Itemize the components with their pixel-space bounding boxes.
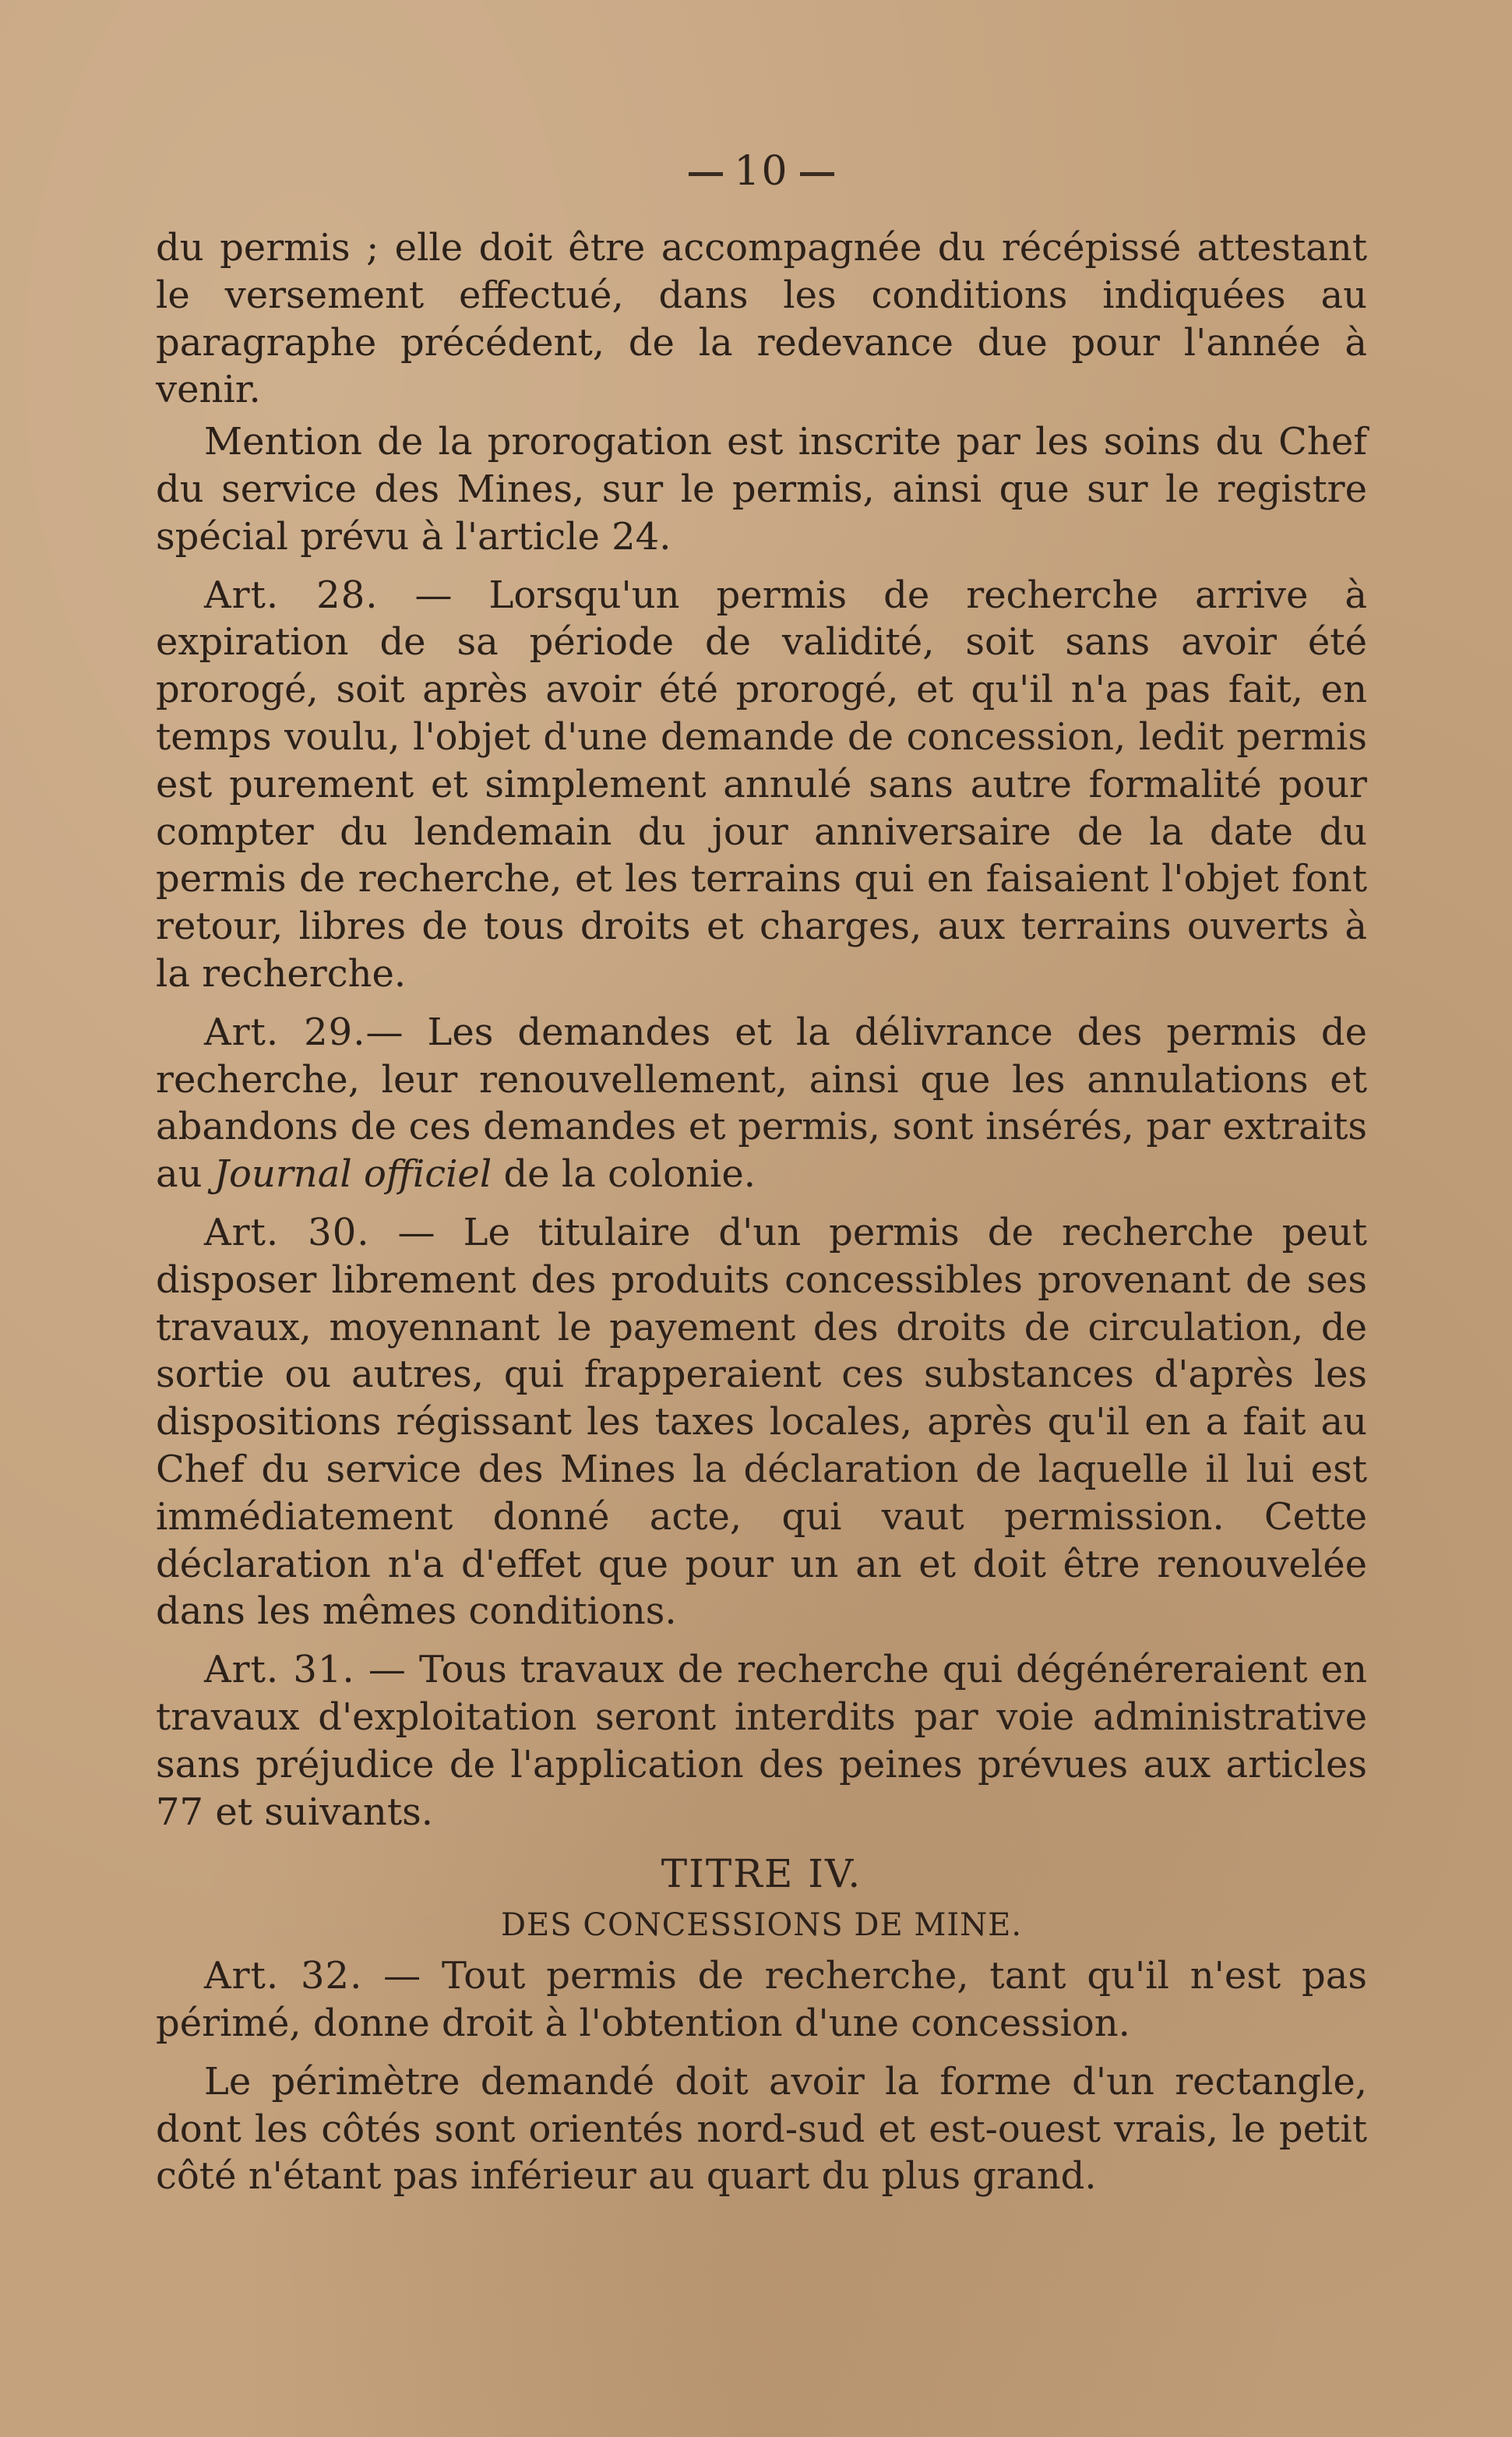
article-28 — [156, 572, 1367, 998]
article-29 — [156, 1009, 1367, 1198]
paragraph-mention-prorogation: Mention de la prorogation est inscrite par les soins du Chef du service des Mines, sur le permis, ainsi que sur le registre spécial prévu à l'article 24. — [156, 420, 1367, 559]
article-31 — [156, 1646, 1367, 1836]
article-29-label: Art. 29. — [204, 1010, 366, 1054]
article-28-text: — Lorsqu'un permis de recherche arrive à expiration de sa période de validité, soit sans avoir été prorogé, soit après avoir été prorogé, et qu'il n'a pas fait, en temps voulu, l'objet d'une demande de concession, ledit permis est purement et simplement annulé sans autre formalité pour compter du lendemain du jour anniversaire de la date du permis de recherche, et les terrains qui en faisaient l'objet font retour, libres de tous droits et charges, aux terrains ouverts à la recherche. — [156, 573, 1368, 996]
section-title-block — [156, 1850, 1367, 1948]
article-30-text: — Le titulaire d'un permis de recherche peut disposer librement des produits concessibles provenant de ses travaux, moyennant le payement des droits de circulation, de sortie ou autres, qui frapperaient ces substances d'après les dispositions régissant les taxes locales, après qu'il en a fait au Chef du service des Mines la déclaration de laquelle il lui est immédiatement donné acte, qui vaut permission. Cette déclaration n'a d'effet que pour un an et doit être renouvelée dans les mêmes conditions. — [156, 1210, 1367, 1634]
page-number — [156, 148, 1367, 195]
article-32-label: Art. 32. — [204, 1954, 363, 1998]
left-dash-decoration — [689, 172, 723, 176]
article-31-text: — Tous travaux de recherche qui dégénéreraient en travaux d'exploitation seront interdits par voie administrative sans préjudice de l'application des peines prévues aux articles 77 et suivants. — [156, 1648, 1367, 1834]
article-32-text: — Tout permis de recherche, tant qu'il n'est pas périmé, donne droit à l'obtention d'une concession. — [156, 1954, 1368, 2046]
article-30 — [156, 1209, 1367, 1635]
paragraph-perimetre: Le périmètre demandé doit avoir la forme d'un rectangle, dont les côtés sont orientés nord-sud et est-ouest vrais, le petit côté n'étant pas inférieur au quart du plus grand. — [156, 2059, 1367, 2199]
article-30-label: Art. 30. — [204, 1210, 370, 1254]
document-page — [156, 148, 1367, 2252]
article-29-text-after: de la colonie. — [492, 1152, 756, 1197]
article-31-label: Art. 31. — [204, 1648, 355, 1692]
section-subtitle: DES CONCESSIONS DE MINE. — [500, 1907, 1023, 1944]
right-dash-decoration — [800, 172, 834, 176]
article-28-label: Art. 28. — [204, 573, 379, 617]
article-29-text-before: — Les demandes et la délivrance des permis de recherche, leur renouvellement, ainsi que les annulations et abandons de ces demandes et permis, sont insérés, par extraits au — [156, 1010, 1367, 1197]
paragraph-continuation: du permis ; elle doit être accompagnée du récépissé attestant le versement effectué, dans les conditions indiquées au paragraphe précédent, de la redevance due pour l'année à venir. — [156, 226, 1367, 412]
article-32 — [156, 1952, 1367, 2047]
article-29-journal-officiel: Journal officiel — [213, 1152, 492, 1197]
page-number-value: 10 — [734, 148, 789, 195]
section-titre: TITRE IV. — [661, 1851, 862, 1897]
